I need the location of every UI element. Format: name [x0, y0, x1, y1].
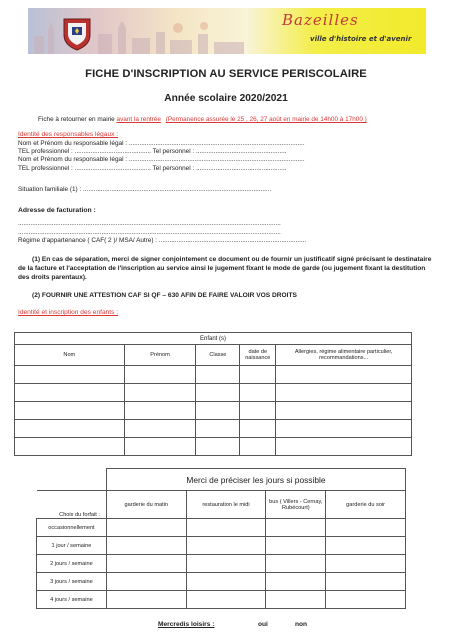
mercredi-loisirs-label: Mercredis loisirs : [158, 621, 215, 628]
cell-classe[interactable] [196, 366, 240, 384]
brand-tagline: ville d'histoire et d'avenir [310, 35, 412, 43]
cell-allergies[interactable] [276, 402, 412, 420]
field-responsable-2-phones[interactable]: TEL professionnel : ........................................... Tel personnel : ................................................... [18, 165, 287, 172]
schedule-table [36, 468, 406, 609]
cell-date-naissance[interactable] [240, 402, 276, 420]
column-header-restauration-midi: restauration le midi [186, 491, 266, 519]
cell-allergies[interactable] [276, 438, 412, 456]
cell-allergies[interactable] [276, 384, 412, 402]
row-label: 1 jour / semaine [37, 537, 107, 555]
schedule-row [37, 573, 406, 591]
cell-garderie-soir[interactable] [326, 591, 406, 609]
cell-restauration-midi[interactable] [186, 573, 266, 591]
row-label: 4 jours / semaine [37, 591, 107, 609]
mercredi-option-oui[interactable]: oui [258, 621, 268, 628]
field-responsable-1-phones[interactable]: TEL professionnel : ........................................... Tel personnel : ................................................... [18, 148, 287, 155]
cell-date-naissance[interactable] [240, 420, 276, 438]
child-row [15, 438, 412, 456]
child-row [15, 420, 412, 438]
cell-prenom[interactable] [124, 420, 196, 438]
cell-classe[interactable] [196, 420, 240, 438]
children-group-header: Enfant (s) [15, 333, 412, 345]
schedule-header: Merci de préciser les jours si possible [106, 469, 405, 491]
cell-restauration-midi[interactable] [186, 555, 266, 573]
cell-garderie-soir[interactable] [326, 519, 406, 537]
cell-restauration-midi[interactable] [186, 537, 266, 555]
schedule-corner-cell [37, 469, 107, 491]
cell-bus[interactable] [266, 537, 326, 555]
mercredi-option-non[interactable]: non [295, 621, 308, 628]
note-attestation-caf: (2) FOURNIR UNE ATTESTION CAF SI QF – 630 AFIN DE FAIRE VALOIR VOS DROITS [32, 292, 297, 299]
cell-nom[interactable] [15, 438, 125, 456]
cell-date-naissance[interactable] [240, 384, 276, 402]
cell-nom[interactable] [15, 366, 125, 384]
cell-garderie-matin[interactable] [106, 519, 186, 537]
note-separation: (1) En cas de séparation, merci de signer conjointement ce document ou de fournir un justificatif signé précisant le destinataire de la facture et l'acceptation de l'inscription au service ainsi le jugement fixant le mode de garde (ou jugement fixant la destitution des droits parentaux). [18, 256, 432, 281]
row-label: 3 jours / semaine [37, 573, 107, 591]
column-header-nom: Nom [15, 345, 125, 366]
return-note [38, 116, 367, 123]
permanence-hours: (Permanence assurée le 25 , 26, 27 août en mairie de 14h00 à 17h00 ) [165, 116, 367, 123]
child-row [15, 402, 412, 420]
cell-nom[interactable] [15, 402, 125, 420]
cell-date-naissance[interactable] [240, 366, 276, 384]
field-regime[interactable]: Régime d'appartenance ( CAF( 2 )/ MSA/ Autre) : ................................................................................... [18, 237, 307, 244]
cell-classe[interactable] [196, 402, 240, 420]
cell-garderie-soir[interactable] [326, 573, 406, 591]
row-header-choix-forfait: Choix du forfait : [37, 491, 107, 519]
cell-garderie-matin[interactable] [106, 591, 186, 609]
column-header-allergies: Allergies, régime alimentaire particulier, recommandations... [276, 345, 412, 366]
page-subtitle: Année scolaire 2020/2021 [164, 93, 288, 104]
cell-restauration-midi[interactable] [186, 519, 266, 537]
cell-garderie-soir[interactable] [326, 555, 406, 573]
row-label: occasionnellement [37, 519, 107, 537]
column-header-prenom: Prénom [124, 345, 196, 366]
page-title: FICHE D'INSCRIPTION AU SERVICE PERISCOLAIRE [85, 68, 367, 80]
cell-classe[interactable] [196, 438, 240, 456]
cell-bus[interactable] [266, 573, 326, 591]
cell-bus[interactable] [266, 519, 326, 537]
schedule-row [37, 555, 406, 573]
cell-restauration-midi[interactable] [186, 591, 266, 609]
header-banner [28, 8, 426, 54]
town-crest-icon [62, 17, 92, 51]
cell-prenom[interactable] [124, 438, 196, 456]
cell-garderie-matin[interactable] [106, 555, 186, 573]
cell-allergies[interactable] [276, 366, 412, 384]
cell-nom[interactable] [15, 420, 125, 438]
column-header-bus: bus ( Villers - Cernay, Rubécourt) [266, 491, 326, 519]
field-responsable-2-name[interactable]: Nom et Prénom du responsable légal : ................................................................................................... [18, 156, 305, 163]
return-note-prefix: Fiche à retourner en mairie [38, 116, 115, 123]
field-facturation-line-2[interactable]: .................................................................................................................................................... [18, 229, 281, 236]
brand-name: Bazeilles [282, 11, 359, 29]
return-deadline: avant la rentrée [116, 116, 161, 123]
schedule-row [37, 537, 406, 555]
cell-garderie-soir[interactable] [326, 537, 406, 555]
cell-nom[interactable] [15, 384, 125, 402]
field-situation-familiale[interactable]: Situation familiale (1) : .......................................................................................................... [18, 186, 272, 193]
cell-garderie-matin[interactable] [106, 573, 186, 591]
schedule-row [37, 591, 406, 609]
row-label: 2 jours / semaine [37, 555, 107, 573]
children-table [14, 332, 412, 456]
cell-prenom[interactable] [124, 402, 196, 420]
cell-prenom[interactable] [124, 384, 196, 402]
column-header-date-naissance: date de naissance [240, 345, 276, 366]
cell-allergies[interactable] [276, 420, 412, 438]
section-heading-facturation: Adresse de facturation : [18, 207, 96, 214]
cell-bus[interactable] [266, 555, 326, 573]
field-responsable-1-name[interactable]: Nom et Prénom du responsable légal : ................................................................................................... [18, 140, 305, 147]
section-heading-enfants: Identité et inscription des enfants : [18, 309, 119, 316]
column-header-garderie-matin: garderie du matin [106, 491, 186, 519]
cell-garderie-matin[interactable] [106, 537, 186, 555]
section-heading-responsables: Identité des responsables légaux : [18, 131, 119, 138]
cell-classe[interactable] [196, 384, 240, 402]
child-row [15, 384, 412, 402]
child-row [15, 366, 412, 384]
schedule-row [37, 519, 406, 537]
field-facturation-line-1[interactable]: .................................................................................................................................................... [18, 220, 281, 227]
cell-prenom[interactable] [124, 366, 196, 384]
cell-date-naissance[interactable] [240, 438, 276, 456]
column-header-classe: Classe [196, 345, 240, 366]
column-header-garderie-soir: garderie du soir [326, 491, 406, 519]
cell-bus[interactable] [266, 591, 326, 609]
